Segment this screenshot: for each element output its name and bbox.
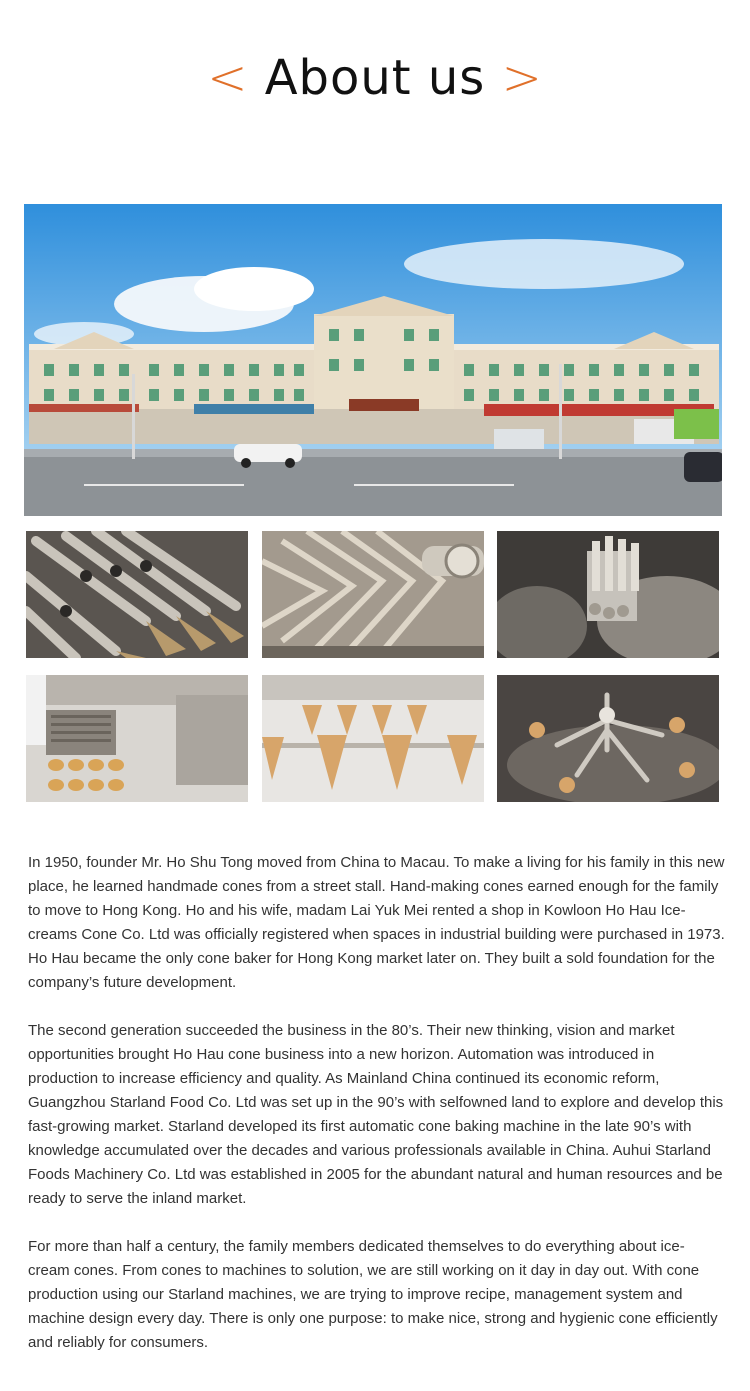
page-title bbox=[0, 48, 750, 108]
baking-oven-photo bbox=[26, 675, 248, 802]
paragraph-text: The second generation succeeded the business in the 80’s. Their new thinking, vision and market opportunities brought Ho Hau cone business into a new horizon. Automation was introduced in production to increase efficiency and quality. As Mainland China continued its economic reform, Guangzhou Starland Food Co. Ltd was set up in the 90’s with selfowned land to explore and develop this fast-growing market. Starland developed its first automatic cone baking machine in the late 90’s with knowledge accumulated over the decades and various professionals available in China. Auhui Starland Foods Machinery Co. Ltd was established in 2005 for the abundant natural and human resources and be ready to serve the inland market. bbox=[28, 1022, 724, 1207]
title-word-about: About bbox=[264, 50, 412, 106]
robot-arm-photo bbox=[497, 675, 719, 802]
paragraph-text: In 1950, founder Mr. Ho Shu Tong moved from China to Macau. To make a living for his family in this new place, he learned handmade cones from a street stall. Hand-making cones earned enough for the family to move to Hong Kong. Ho and his wife, madam Lai Yuk Mei rented a shop in Kowloon Ho Hau Ice-creams Cone Co. Ltd was officially registered when spaces in industrial building were purchased in 1973. Ho Hau became the only cone baker for Hong Kong market later on. They built a sold foundation for the company’s future development. bbox=[28, 854, 725, 991]
paragraph-text: For more than half a century, the family members dedicated themselves to do everything about ice-cream cones. From cones to machines to solution, we are still working on it day in day out. With cone production using our Starland machines, we are trying to improve recipe, management system and machine design every day. There is only one purpose: to make nice, strong and hygienic cone efficiently and reliably for consumers. bbox=[28, 1238, 718, 1351]
title-right-bracket: > bbox=[501, 50, 543, 106]
title-left-bracket: < bbox=[207, 50, 249, 106]
cone-mold-rods-photo bbox=[26, 531, 248, 658]
title-word-us: us bbox=[427, 50, 486, 106]
waffle-plate-photo bbox=[262, 531, 484, 658]
about-paragraph-2 bbox=[28, 1019, 726, 1211]
factory-building-photo bbox=[24, 204, 722, 516]
about-paragraph-1 bbox=[28, 851, 726, 995]
rotary-machine-photo bbox=[497, 531, 719, 658]
about-paragraph-3 bbox=[28, 1235, 726, 1355]
cone-conveyor-photo bbox=[262, 675, 484, 802]
